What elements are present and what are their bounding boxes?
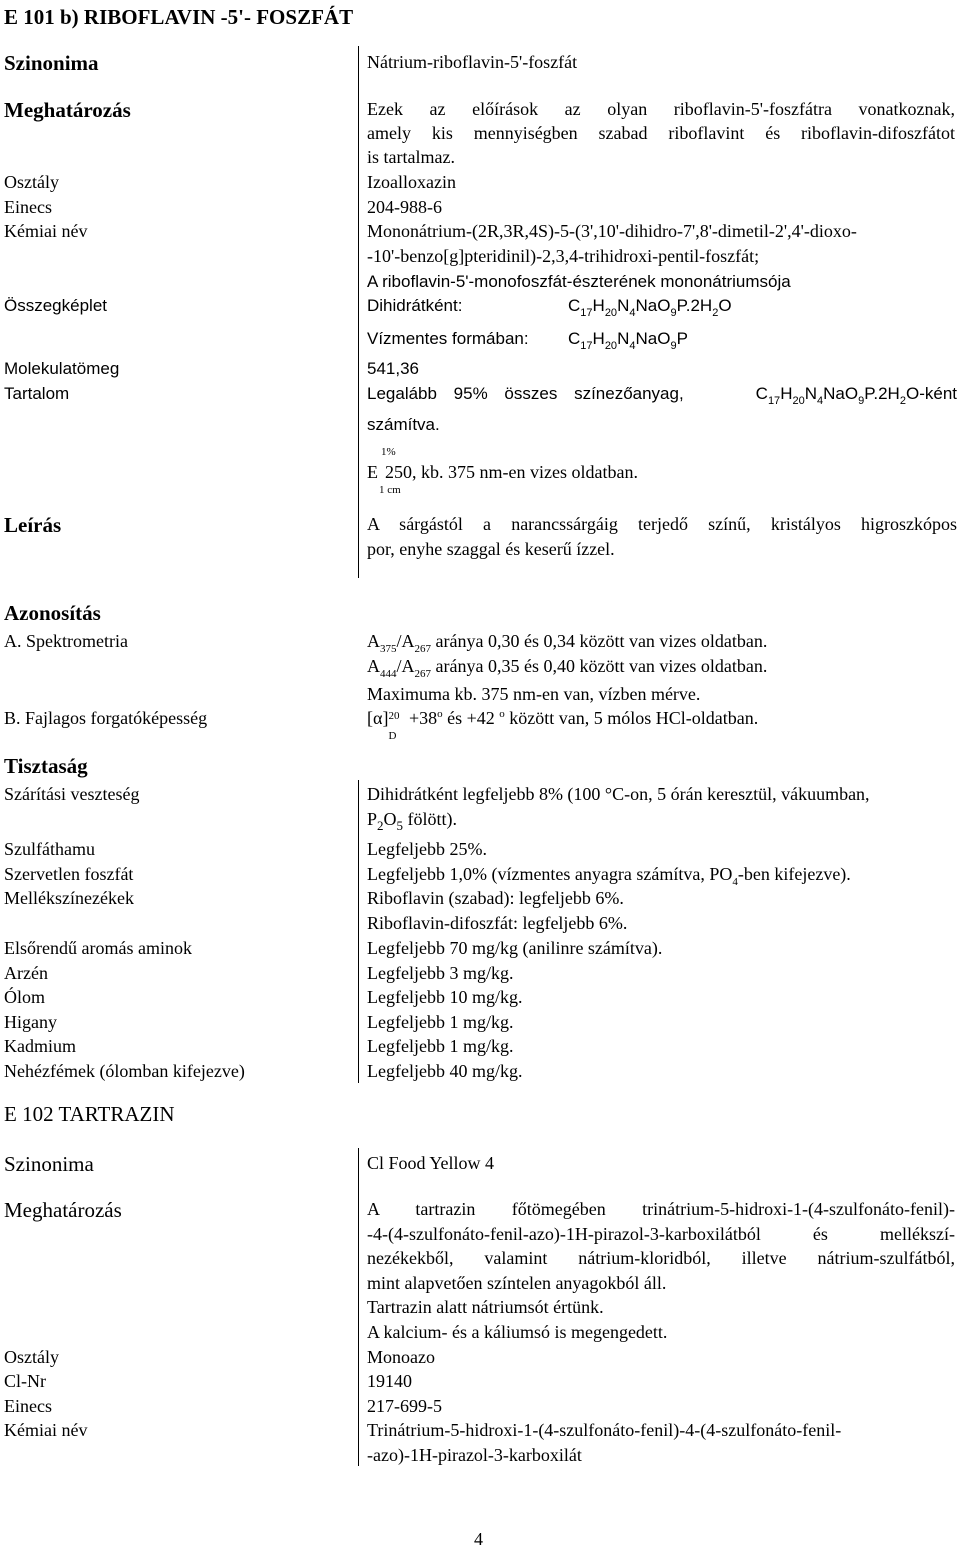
tisztasag-label: Szulfáthamu (4, 839, 95, 859)
e101-meghatarozas-line: Ezek az előírások az olyan riboflavin-5'-foszfátra vonatkoznak, (367, 99, 955, 119)
e101-meghatarozas-line: amely kis mennyiségben szabad riboflavint és riboflavin-difoszfátot (367, 123, 955, 143)
e102-einecs-value: 217-699-5 (367, 1396, 442, 1416)
e101-tartalom-line1 (367, 382, 957, 406)
e101-osztaly-label: Osztály (4, 172, 59, 192)
tartalom-text: Legalább 95% összes színezőanyag, (367, 384, 684, 403)
page-number: 4 (474, 1529, 483, 1549)
e101-title: E 101 b) RIBOFLAVIN -5'- FOSZFÁT (4, 5, 354, 29)
e101-kemiai-nev-line: Mononátrium-(2R,3R,4S)-5-(3',10'-dihidro-7',8'-dimetil-2',4'-dioxo- (367, 221, 857, 241)
e101-einecs-value: 204-988-6 (367, 197, 442, 217)
tisztasag-value: $P_2O_5$ fölött). (367, 809, 458, 833)
tisztasag-value: Legfeljebb 10 mg/kg. (367, 987, 523, 1007)
azonositas-heading: Azonosítás (4, 601, 101, 625)
e101-szinonima-label: Szinonima (4, 51, 99, 75)
e-sub: 1 cm (379, 484, 401, 496)
e101-meghatarozas-line: is tartalmaz. (367, 147, 455, 167)
e101-osszegkeplet-label: Összegképlet (4, 296, 107, 315)
e101-molekulatomeg-value: 541,36 (367, 359, 419, 378)
e101-molekulatomeg-label: Molekulatömeg (4, 359, 120, 378)
tisztasag-label: Ólom (4, 987, 46, 1007)
e101-einecs-label: Einecs (4, 197, 52, 217)
spektrometria-line: Maximuma kb. 375 nm-en van, vízben mérve. (367, 684, 701, 704)
e102-meghatarozas-label: Meghatározás (4, 1198, 122, 1222)
e101-leiras-line: por, enyhe szaggal és keserű ízzel. (367, 539, 615, 559)
tisztasag-value: Legfeljebb 1 mg/kg. (367, 1012, 514, 1032)
spektrometria-line: $A_{444}/A_{267}$ aránya 0,35 és 0,40 között van vizes oldatban. (367, 656, 768, 680)
tisztasag-label: Elsőrendű aromás aminok (4, 938, 192, 958)
tisztasag-label: Higany (4, 1012, 57, 1032)
e102-clnr-value: 19140 (367, 1371, 412, 1391)
tisztasag-heading: Tisztaság (4, 754, 88, 778)
e-letter: E (367, 462, 378, 482)
e102-title: E 102 TARTRAZIN (4, 1102, 175, 1126)
e102-kemiai-nev-line: Trinátrium-5-hidroxi-1-(4-szulfonáto-fenil)-4-(4-szulfonáto-fenil- (367, 1420, 842, 1440)
tisztasag-label: Szervetlen foszfát (4, 864, 134, 884)
e102-meghatarozas-line: Tartrazin alatt nátriumsót értünk. (367, 1297, 604, 1317)
tisztasag-value: Dihidrátként legfeljebb 8% (100 °C-on, 5 órán keresztül, vákuumban, (367, 784, 870, 804)
e102-meghatarozas-line: A tartrazin főtömegében trinátrium-5-hidroxi-1-(4-szulfonáto-fenil)- (367, 1199, 955, 1219)
e101-osztaly-value: Izoalloxazin (367, 172, 456, 192)
e102-meghatarozas-line: A kalcium- és a káliumsó is megengedett. (367, 1322, 668, 1342)
spektrometria-line: $A_{375}/A_{267}$ aránya 0,30 és 0,34 között van vizes oldatban. (367, 631, 768, 655)
e101-meghatarozas-label: Meghatározás (4, 98, 131, 122)
e101-leiras-label: Leírás (4, 513, 62, 537)
column-divider (358, 1148, 359, 1466)
e101-tartalom-label: Tartalom (4, 384, 70, 403)
e102-clnr-label: Cl-Nr (4, 1371, 46, 1391)
tisztasag-value: Legfeljebb 70 mg/kg (anilinre számítva). (367, 938, 663, 958)
e102-osztaly-value: Monoazo (367, 1347, 435, 1367)
tisztasag-label: Kadmium (4, 1036, 76, 1056)
e101-vizmentes-label: Vízmentes formában: (367, 329, 529, 348)
tartalom-formula: $C_{17}H_{20}N_4NaO_9P.2H_2O$-ként (755, 384, 957, 407)
tisztasag-label: Arzén (4, 963, 48, 983)
e102-osztaly-label: Osztály (4, 1347, 59, 1367)
tisztasag-value: Riboflavin-difoszfát: legfeljebb 6%. (367, 913, 628, 933)
e-sup: 1% (381, 446, 396, 458)
e101-dihidrat-label: Dihidrátként: (367, 296, 463, 315)
e101-kemiai-nev-label: Kémiai név (4, 221, 88, 241)
fajlagos-label: B. Fajlagos forgatóképesség (4, 708, 208, 728)
tisztasag-label: Nehézfémek (ólomban kifejezve) (4, 1061, 245, 1081)
e101-formula-dihydrate: $C_{17}H_{20}N_4NaO_9P.2H_2O$ (568, 296, 732, 319)
e101-leiras-line: A sárgástól a narancssárgáig terjedő színű, kristályos higroszkópos (367, 514, 957, 534)
tisztasag-value: Legfeljebb 3 mg/kg. (367, 963, 514, 983)
e102-meghatarozas-line: mint alapvetően színtelen anyagokból áll. (367, 1273, 667, 1293)
e102-meghatarozas-line: -4-(4-szulfonáto-fenil-azo)-1H-pirazol-3-karboxilátból és mellékszí- (367, 1224, 955, 1244)
e-value-text: 250, kb. 375 nm-en vizes oldatban. (385, 462, 638, 482)
e102-einecs-label: Einecs (4, 1396, 52, 1416)
spektrometria-label: A. Spektrometria (4, 631, 128, 651)
column-divider (358, 780, 359, 1083)
e101-szinonima-value: Nátrium-riboflavin-5'-foszfát (367, 52, 578, 72)
tisztasag-value: Legfeljebb 25%. (367, 839, 487, 859)
tisztasag-value: Legfeljebb 40 mg/kg. (367, 1061, 523, 1081)
e101-kemiai-nev-line: A riboflavin-5'-monofoszfát-észterének mononátriumsója (367, 272, 791, 291)
fajlagos-value: [α] 20 D $+38^o$ és +42 $^o$ között van, 5 mólos HCl-oldatban. (367, 708, 759, 742)
tisztasag-label: Mellékszínezékek (4, 888, 134, 908)
e102-meghatarozas-line: nezékekből, valamint nátrium-kloridból, illetve nátrium-szulfátból, (367, 1248, 955, 1268)
e102-kemiai-nev-line: -azo)-1H-pirazol-3-karboxilát (367, 1445, 582, 1465)
tisztasag-value: Legfeljebb 1 mg/kg. (367, 1036, 514, 1056)
e102-szinonima-value: Cl Food Yellow 4 (367, 1153, 495, 1173)
tisztasag-value: Legfeljebb 1,0% (vízmentes anyagra számítva, $PO_4$-ben kifejezve). (367, 864, 851, 888)
e101-formula-anhydrous: $C_{17}H_{20}N_4NaO_9P$ (568, 329, 688, 352)
column-divider (358, 46, 359, 578)
tisztasag-value: Riboflavin (szabad): legfeljebb 6%. (367, 888, 624, 908)
e101-kemiai-nev-line: -10'-benzo[g]pteridinil)-2,3,4-trihidroxi-pentil-foszfát; (367, 246, 760, 266)
e102-kemiai-nev-label: Kémiai név (4, 1420, 88, 1440)
e102-szinonima-label: Szinonima (4, 1152, 94, 1176)
tisztasag-label: Szárítási veszteség (4, 784, 140, 804)
e101-tartalom-line2: számítva. (367, 415, 440, 434)
